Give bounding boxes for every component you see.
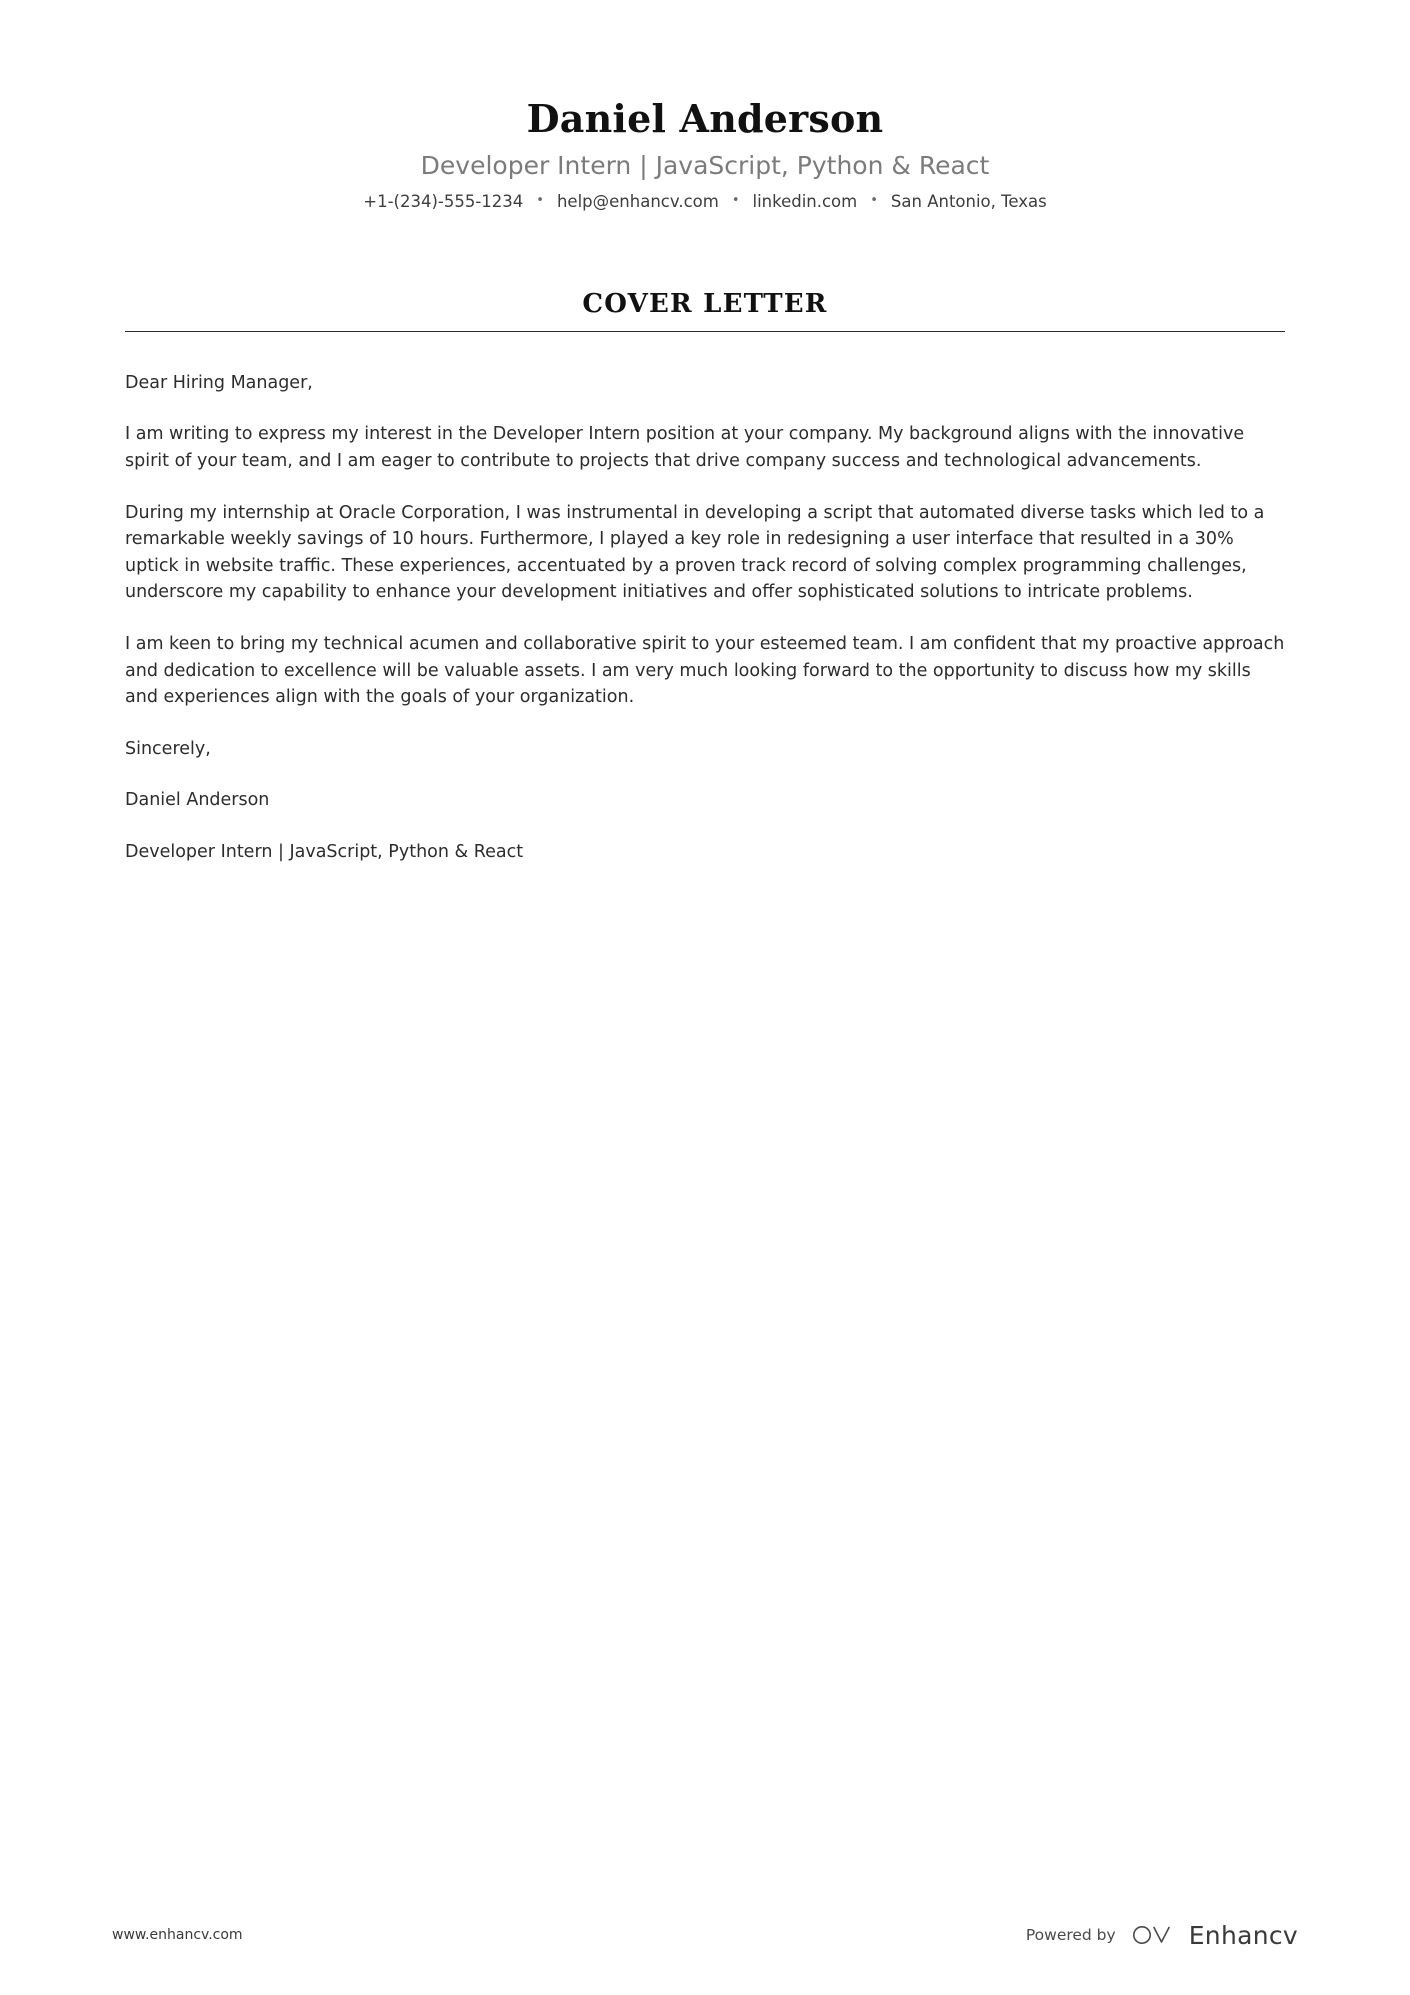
- body-paragraph: During my internship at Oracle Corporation, I was instrumental in developing a script that automated diverse tasks which led to a remarkable weekly savings of 10 hours. Furthermore, I played a key role in redesigning a user interface that resulted in a 30% uptick in website traffic. These experiences, accentuated by a proven track record of solving complex programming challenges, underscore my capability to enhance your development initiatives and offer sophisticated solutions to intricate problems.: [125, 502, 1265, 603]
- page-title: COVER LETTER: [582, 288, 828, 319]
- closing-line: Sincerely,: [125, 738, 211, 759]
- enhancv-brand[interactable]: [1130, 1921, 1298, 1950]
- candidate-name: Daniel Anderson: [526, 96, 884, 141]
- contact-line: [0, 192, 1410, 211]
- document-footer: [0, 1875, 1410, 1995]
- enhancv-logo-icon: [1130, 1922, 1180, 1948]
- body-paragraph: I am keen to bring my technical acumen and collaborative spirit to your esteemed team. I am confident that my proactive approach and dedication to excellence will be valuable assets. I am very much looking forward to the opportunity to discuss how my skills and experiences align with the goals of your organization.: [125, 633, 1285, 708]
- letter-body: [0, 370, 1410, 866]
- powered-by-block: [1026, 1921, 1298, 1950]
- contact-separator-icon: •: [536, 192, 544, 208]
- enhancv-brand-name: Enhancv: [1188, 1920, 1298, 1950]
- signature-title: Developer Intern | JavaScript, Python & React: [125, 841, 524, 862]
- contact-location: San Antonio, Texas: [890, 191, 1047, 211]
- signature-name: Daniel Anderson: [125, 790, 270, 811]
- contact-separator-icon: •: [731, 192, 740, 208]
- candidate-headline: Developer Intern | JavaScript, Python & React: [420, 150, 990, 180]
- section-header: [0, 289, 1410, 332]
- contact-phone: +1-(234)-555-1234: [363, 191, 524, 211]
- powered-by-label: Powered by: [1025, 1926, 1116, 1944]
- body-paragraph: I am writing to express my interest in the Developer Intern position at your company. My background aligns with the innovative spirit of your team, and I am eager to contribute to projects that drive company success and technological advancements.: [125, 424, 1245, 471]
- salutation: Dear Hiring Manager,: [125, 372, 313, 393]
- document-header: [0, 0, 1410, 211]
- contact-linkedin[interactable]: linkedin.com: [752, 191, 858, 211]
- footer-website-link[interactable]: www.enhancv.com: [112, 1927, 243, 1943]
- contact-separator-icon: •: [870, 192, 878, 208]
- title-divider: [125, 331, 1285, 332]
- contact-email[interactable]: help@enhancv.com: [556, 191, 719, 211]
